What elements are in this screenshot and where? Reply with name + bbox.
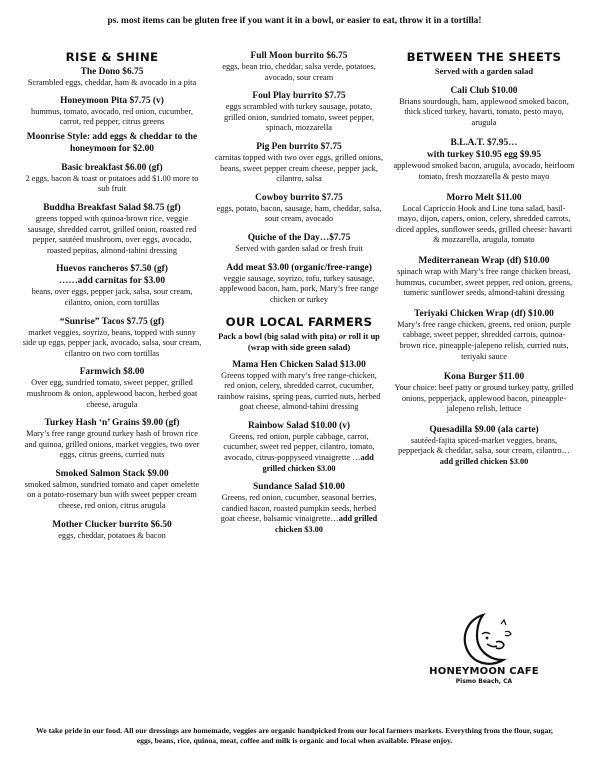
menu-item bbox=[22, 131, 202, 155]
menu-item bbox=[22, 162, 202, 195]
menu-item bbox=[22, 417, 202, 461]
item-description: Scrambled eggs, cheddar, ham & avocado in a pita bbox=[27, 78, 197, 87]
menu-item bbox=[215, 481, 383, 535]
item-name: Add meat $3.00 (organic/free-range) bbox=[226, 262, 372, 273]
menu-item bbox=[215, 420, 383, 474]
item-description: spinach wrap with Mary’s free range chicken breast, hummus, cucumber, sweet pepper, red onion, greens, tumeric sunflower seeds, almond-tahini dressing bbox=[395, 266, 573, 298]
item-name: Quiche of the Day…$7.75 bbox=[247, 232, 351, 243]
item-name: Rainbow Salad $10.00 (v) bbox=[247, 420, 351, 431]
item-addon: add grilled chicken $3.00 bbox=[275, 514, 378, 535]
item-name: The Dono $6.75 bbox=[80, 67, 144, 77]
menu-item bbox=[215, 141, 383, 185]
menu-item bbox=[215, 232, 383, 255]
menu-item bbox=[393, 192, 575, 246]
item-description: market veggies, soyrizo, beans, topped with sunny side up eggs, pepper jack, avocado, salsa, sour cream, cilantro on two corn tortillas bbox=[22, 327, 202, 358]
item-description: 2 eggs, bacon & toast or potatoes add $1.00 more to sub fruit bbox=[25, 173, 199, 194]
section-title-local-farmers: OUR LOCAL FARMERS bbox=[225, 315, 373, 330]
logo-location: Pismo Beach, CA bbox=[455, 678, 513, 685]
section-title-rise-and-shine: RISE & SHINE bbox=[65, 50, 159, 64]
logo-name: HONEYMOON CAFE bbox=[429, 666, 539, 677]
footer-note: We take pride in our food. All our dressings are homemade, veggies are organic handpicked from our local farmers markets. Everything from the flour, sugar, eggs, beans, rice, quinoa, meat, coffee and milk is organic and local when available. Please enjoy. bbox=[36, 726, 553, 745]
item-description-text: sautéed-fajita spiced-market veggies, beans, pepperjack & cheddar, salsa, sour cream, cilantro… bbox=[398, 435, 570, 456]
item-description: applewood smoked bacon, arugula, avocado, heirloom tomato, fresh mozzarella & pesto mayo bbox=[393, 161, 575, 181]
item-name: Kona Burger $11.00 bbox=[443, 372, 525, 383]
menu-item bbox=[393, 424, 575, 468]
item-addon: add grilled chicken $3.00 bbox=[262, 453, 374, 473]
menu-item bbox=[22, 66, 202, 89]
menu-item bbox=[22, 519, 202, 542]
item-name: Huevos rancheros $7.50 (gf) bbox=[56, 264, 168, 275]
item-name: Teriyaki Chicken Wrap (df) $10.00 bbox=[414, 308, 554, 319]
item-description: eggs, potato, bacon, sausage, ham, cheddar, salsa, sour cream, avocado bbox=[216, 203, 382, 224]
item-name: Pig Pen burrito $7.75 bbox=[256, 141, 342, 152]
honeymoon-cafe-logo bbox=[393, 612, 575, 694]
item-description: Served with garden salad or fresh fruit bbox=[235, 243, 363, 253]
menu-item bbox=[22, 468, 202, 512]
item-description bbox=[215, 493, 383, 535]
item-name: Foul Play burrito $7.75 bbox=[252, 91, 346, 102]
moon-face-icon bbox=[449, 612, 519, 668]
section-subtitle-local-farmers bbox=[215, 331, 383, 352]
item-description: Your choice: beef patty or ground turkey patty, grilled onions, pepperjack, applewood bacon, pineapple-jalepeno relish, lettuce bbox=[394, 383, 574, 414]
item-name: B.L.A.T. $7.95… bbox=[450, 138, 518, 149]
item-name: Quesadilla $9.00 (ala carte) bbox=[429, 424, 539, 435]
section-title-between-the-sheets: BETWEEN THE SHEETS bbox=[406, 50, 562, 64]
item-description: Greens topped with mary’s free range-chicken, red onion, celery, shredded carrot, cucumber, rainbow raisins, spring peas, curried nuts, herbed goat cheese, almond-tahini dressing bbox=[217, 370, 381, 412]
item-name: “Sunrise” Tacos $7.75 (gf) bbox=[59, 316, 165, 327]
menu-item bbox=[22, 95, 202, 128]
item-name: Farmwich $8.00 bbox=[79, 367, 145, 378]
item-name: Sundance Salad $10.00 bbox=[253, 482, 345, 493]
column-middle bbox=[215, 50, 383, 543]
subtitle-part: Pack a bowl (big salad with pita) bbox=[218, 331, 337, 342]
item-name: Morro Melt $11.00 bbox=[446, 192, 522, 203]
menu-item bbox=[22, 366, 202, 410]
item-name: Mother Clucker burrito $6.50 bbox=[52, 519, 172, 530]
item-description bbox=[215, 432, 383, 474]
section-subtitle-between-the-sheets: Served with a garden salad bbox=[434, 66, 534, 76]
menu-item bbox=[22, 316, 202, 360]
column-between-the-sheets bbox=[393, 50, 575, 477]
item-description bbox=[393, 436, 575, 468]
menu-item bbox=[393, 371, 575, 415]
item-description: eggs scrambled with turkey sausage, potato, grilled onion, sundried tomato, sweet pepper, spinach, mozzarella bbox=[224, 102, 374, 133]
item-addon: add grilled chicken $3.00 bbox=[439, 457, 529, 467]
item-name: Cali Club $10.00 bbox=[450, 85, 518, 96]
menu-item bbox=[22, 202, 202, 256]
item-description: smoked salmon, sundried tomato and caper omelette on a potato-rosemary bun with sweet pepper cream cheese, red onion, citrus arugula bbox=[24, 479, 200, 511]
item-description: Over egg, sundried tomato, sweet pepper, grilled mushroom & onion, applewood bacon, herbed goat cheese, arugula bbox=[26, 378, 198, 409]
item-name: Mediterranean Wrap (df) $10.00 bbox=[418, 255, 550, 266]
subtitle-part: roll it up (wrap with side green salad) bbox=[247, 331, 380, 352]
menu-item bbox=[215, 192, 383, 225]
menu-item bbox=[215, 359, 383, 413]
menu-item bbox=[393, 308, 575, 362]
menu-item bbox=[393, 137, 575, 182]
item-name: Moonrise Style: add eggs & cheddar to the honeymoon for $2.00 bbox=[26, 131, 198, 154]
item-description-text: Greens, red onion, purple cabbage, carrot, cucumber, sweet red pepper, cilantro, tomato, avocado, citrus-poppyseed vinaigrette … bbox=[223, 431, 375, 463]
item-name-extra: with turkey $10.95 egg $9.95 bbox=[426, 150, 542, 161]
item-description: veggie sausage, soyrizo, tofu, turkey sausage, applewood bacon, ham, pork, Mary’s free range chicken or turkey bbox=[219, 273, 379, 304]
item-name-extra: ……add carnitas for $3.00 bbox=[58, 276, 166, 287]
item-name: Mama Hen Chicken Salad $13.00 bbox=[232, 359, 366, 370]
item-description: greens topped with quinoa-brown rice, veggie sausage, shredded carrot, grilled onion, roasted red pepper, sautéed mushroom, over eggs, avocado, roasted pepitas, almond-tahini dressing bbox=[27, 213, 197, 255]
item-name: Buddha Breakfast Salad $8.75 (gf) bbox=[43, 202, 181, 213]
item-name: Cowboy burrito $7.75 bbox=[255, 192, 343, 203]
item-description: eggs, bean trio, cheddar, salsa verde, potatoes, avocado, sour cream bbox=[222, 62, 376, 82]
item-description: Brians sourdough, ham, applewood smoked bacon, thick sliced turkey, havarti, tomato, pesto mayo, arugula bbox=[399, 96, 569, 127]
item-name: Smoked Salmon Stack $9.00 bbox=[55, 468, 169, 479]
menu-item bbox=[215, 262, 383, 306]
item-description: hummus, tomato, avocado, red onion, cucumber, carrot, red pepper, citrus greens bbox=[31, 106, 193, 127]
item-name: Full Moon burrito $6.75 bbox=[250, 51, 348, 61]
top-note: ps. most items can be gluten free if you want it in a bowl, or easier to eat, throw it in a tortilla! bbox=[107, 16, 482, 26]
subtitle-or: or bbox=[338, 331, 347, 342]
item-description: Local Capriccio Hook and Line tuna salad, basil-mayo, dijon, capers, onion, celery, shredded carrots, diced apples, sunflower seeds, grilled cheese: havarti & mozzarella, arugula, tomato bbox=[395, 203, 572, 245]
item-description: Mary’s free range ground turkey hash of brown rice and quinoa, grilled onions, market veggies, two over eggs, citrus greens, curried nuts bbox=[24, 429, 200, 460]
item-description: Mary’s free range chicken, greens, red onion, purple cabbage, sweet pepper, shredded carrots, quinoa-brown rice, pineapple-jalepeno relish, curried nuts, teriyaki sauce bbox=[397, 319, 571, 361]
menu-item bbox=[393, 85, 575, 129]
item-description: eggs, cheddar, potatoes & bacon bbox=[58, 530, 166, 540]
menu-item bbox=[215, 90, 383, 134]
menu-item bbox=[215, 50, 383, 83]
item-description: carnitas topped with two over eggs, grilled onions, beans, sweet pepper cream cheese, pepper jack, cilantro, salsa bbox=[215, 152, 383, 184]
item-name: Basic breakfast $6.00 (gf) bbox=[61, 162, 163, 173]
menu-item bbox=[393, 255, 575, 299]
column-rise-and-shine bbox=[22, 50, 202, 548]
item-name: Honeymoon Pita $7.75 (v) bbox=[60, 95, 164, 106]
menu-item bbox=[22, 263, 202, 308]
item-description: beans, over eggs, pepper jack, salsa, sour cream, cilantro, onion, corn tortillas bbox=[31, 287, 193, 307]
item-name: Turkey Hash ‘n’ Grains $9.00 (gf) bbox=[44, 418, 180, 429]
item-description-text: Greens, red onion, cucumber, seasonal berries, candied bacon, roasted pumpkin seeds, herbed goat cheese, balsamic vinaigrette… bbox=[220, 493, 377, 524]
